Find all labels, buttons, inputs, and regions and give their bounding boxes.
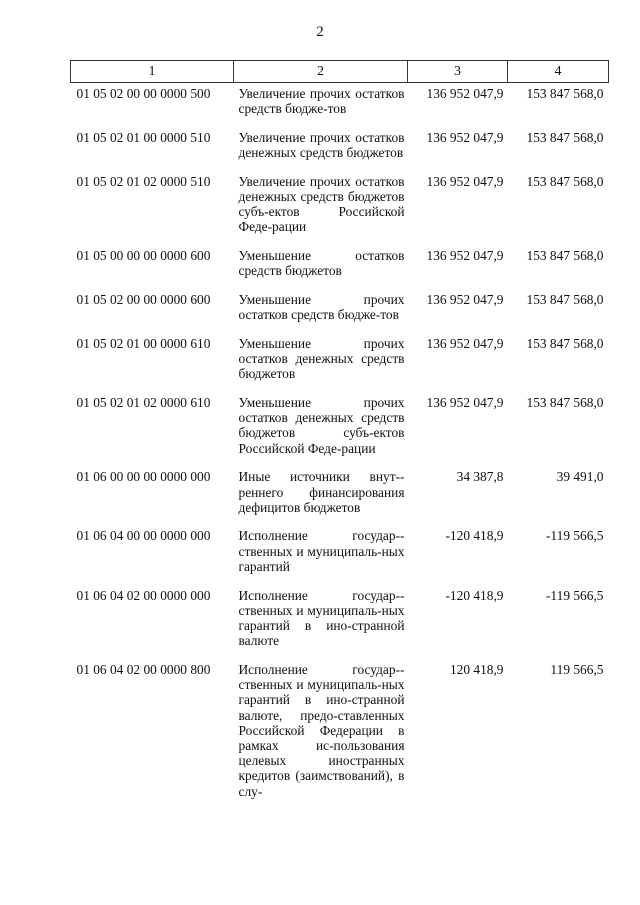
source-name: Уменьшение прочих остатков денежных средств бюджетов субъ-ектов Российской Феде-рации (238, 395, 405, 456)
budget-code: 01 05 02 01 00 0000 510 (76, 129, 211, 145)
amount-col3: 136 952 047,9 (426, 292, 504, 308)
table-row (71, 336, 609, 395)
source-name: Уменьшение прочих остатков денежных средств бюджетов (238, 335, 405, 382)
source-name: Увеличение прочих остатков денежных средств бюджетов субъ-ектов Российской Феде-рации (238, 173, 405, 235)
budget-code: 01 05 02 01 02 0000 510 (76, 173, 211, 189)
amount-col4: 153 847 568,0 (526, 86, 604, 101)
table-row (71, 130, 609, 174)
column-header-1: 1 (71, 61, 234, 83)
column-header-4: 4 (508, 61, 609, 83)
budget-code: 01 06 04 02 00 0000 000 (76, 587, 211, 603)
source-name: Увеличение прочих остатков денежных средств бюджетов (238, 129, 405, 161)
amount-col3: 136 952 047,9 (426, 335, 504, 351)
budget-code: 01 05 02 01 00 0000 610 (76, 335, 211, 351)
table-row (71, 588, 609, 662)
amount-col3: 136 952 047,9 (426, 248, 504, 264)
table-row (71, 528, 609, 587)
amount-col4: 153 847 568,0 (526, 292, 604, 308)
source-name: Исполнение государ-ственных и муниципаль-ных гарантий в ино-странной валюте (238, 587, 405, 649)
amount-col3: 136 952 047,9 (426, 129, 504, 145)
amount-col3: 136 952 047,9 (426, 86, 504, 101)
amount-col3: 120 418,9 (449, 661, 504, 677)
budget-code: 01 05 02 00 00 0000 600 (76, 292, 211, 308)
table-row (71, 662, 609, 812)
amount-col4: 153 847 568,0 (526, 129, 604, 145)
table-row (71, 469, 609, 528)
table-row (71, 83, 609, 130)
amount-col4: 153 847 568,0 (526, 248, 604, 264)
amount-col4: 153 847 568,0 (526, 395, 604, 411)
source-name: Уменьшение прочих остатков средств бюдже-тов (238, 292, 405, 323)
amount-col4: -119 566,5 (545, 587, 604, 603)
budget-code: 01 05 00 00 00 0000 600 (76, 248, 211, 264)
amount-col3: 34 387,8 (456, 469, 504, 485)
budget-code: 01 05 02 01 02 0000 610 (76, 395, 211, 411)
table-header-row (71, 61, 609, 83)
column-header-3: 3 (408, 61, 508, 83)
amount-col3: 136 952 047,9 (426, 173, 504, 189)
source-name: Уменьшение остатков средств бюджетов (238, 248, 405, 279)
amount-col4: 119 566,5 (550, 661, 604, 677)
amount-col4: -119 566,5 (545, 528, 604, 544)
amount-col3: 136 952 047,9 (426, 395, 504, 411)
amount-col3: -120 418,9 (445, 528, 504, 544)
table-row (71, 174, 609, 248)
column-header-2: 2 (234, 61, 408, 83)
budget-code: 01 06 04 02 00 0000 800 (76, 661, 211, 677)
source-name: Исполнение государ-ственных и муниципаль-ных гарантий в ино-странной валюте, предо-ставленных Российской Федерации в рамках ис-пользования целевых иностранных кредитов (заимствований), в слу- (238, 661, 405, 799)
table-row (71, 395, 609, 469)
table-row (71, 292, 609, 336)
source-name: Увеличение прочих остатков средств бюдже-тов (238, 86, 405, 117)
budget-code: 01 06 00 00 00 0000 000 (76, 469, 211, 485)
amount-col4: 153 847 568,0 (526, 173, 604, 189)
amount-col4: 153 847 568,0 (526, 335, 604, 351)
page-number: 2 (316, 24, 324, 40)
budget-code: 01 06 04 00 00 0000 000 (76, 528, 211, 544)
amount-col4: 39 491,0 (556, 469, 604, 485)
table-row (71, 248, 609, 292)
budget-code: 01 05 02 00 00 0000 500 (76, 86, 211, 101)
source-name: Иные источники внут-реннего финансирования дефицитов бюджетов (238, 469, 405, 515)
amount-col3: -120 418,9 (445, 587, 504, 603)
source-name: Исполнение государ-ственных и муниципаль-ных гарантий (238, 528, 405, 574)
budget-sources-table (70, 60, 609, 812)
